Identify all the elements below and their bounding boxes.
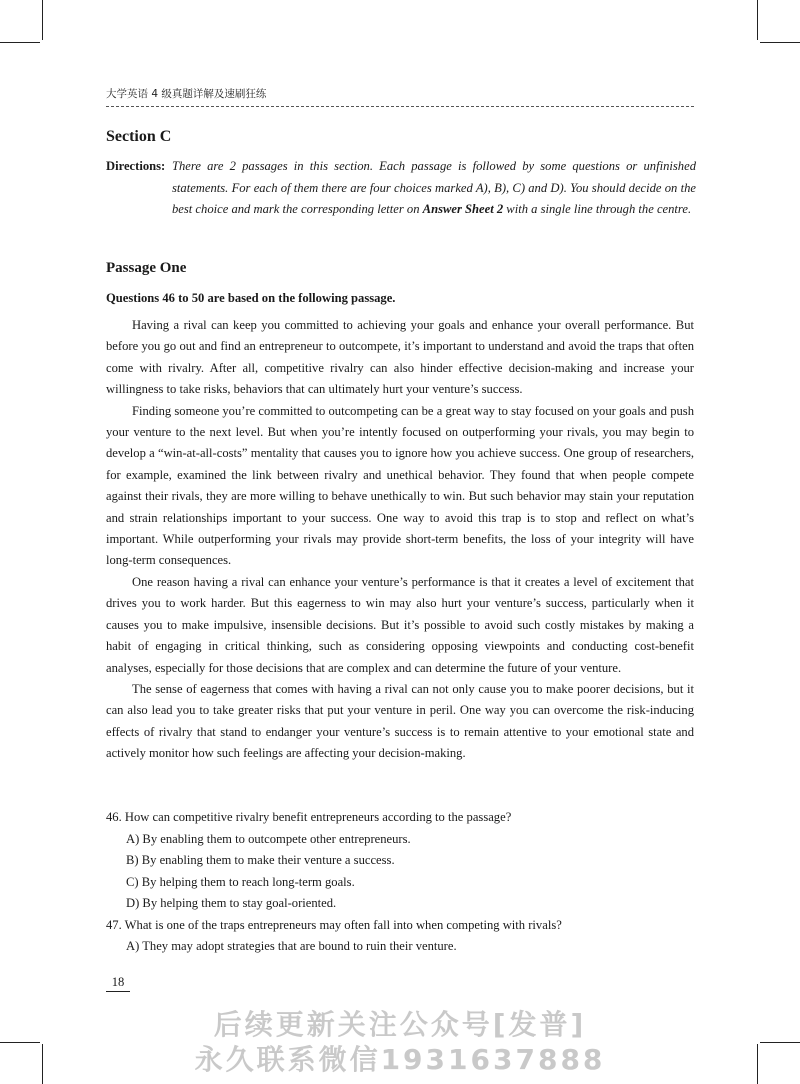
question-47-stem: 47. What is one of the traps entrepreneurs may often fall into when competing with rivals? xyxy=(106,917,562,932)
passage-paragraph-3: One reason having a rival can enhance your venture’s performance is that it creates a level of excitement that drives you to work harder. But this eagerness to win may also hurt your venture’s success, particularly when it causes you to make impulsive, insensible decisions. But it’s possible to avoid such costly mistakes by making a habit of engaging in critical thinking, such as considering opposing viewpoints and conducting cost-benefit analyses, especially for those decisions that are complex and can determine the future of your venture. xyxy=(106,574,694,675)
crop-mark-top-right-h xyxy=(760,42,800,43)
crop-mark-top-left-v xyxy=(42,0,43,40)
promo-line-1: 后续更新关注公众号[发普] xyxy=(213,1008,587,1041)
question-46-option-d: D) By helping them to stay goal-oriented. xyxy=(126,896,337,910)
page-number: 18 xyxy=(106,975,130,992)
passage-title: Passage One xyxy=(106,260,187,276)
directions-label: Directions: xyxy=(106,159,166,173)
directions-text xyxy=(172,156,696,221)
question-46-stem: 46. How can competitive rivalry benefit entrepreneurs according to the passage? xyxy=(106,810,512,824)
promo-line-2: 永久联系微信1931637888 xyxy=(194,1043,606,1076)
passage-body xyxy=(106,315,694,765)
crop-mark-top-left-h xyxy=(0,42,40,43)
crop-mark-bottom-left-v xyxy=(42,1044,43,1084)
questions-block xyxy=(106,807,694,958)
passage-paragraph-1: Having a rival can keep you committed to achieving your goals and enhance your overall performance. But before you go out and find an entrepreneur to outcompete, it’s important to understand and avoid the traps that often come with rivalry. After all, competitive rivalry can also hinder effective decision-making and increase your willingness to take risks, behaviors that can ultimately hurt your venture’s success. xyxy=(106,318,694,397)
section-title: Section C xyxy=(106,128,172,145)
header-dashed-rule xyxy=(106,106,694,107)
crop-mark-bottom-right-h xyxy=(760,1042,800,1043)
crop-mark-bottom-left-h xyxy=(0,1042,40,1043)
question-46-option-c: C) By helping them to reach long-term goals. xyxy=(126,874,355,889)
question-47-option-a: A) They may adopt strategies that are bound to ruin their venture. xyxy=(126,939,457,953)
directions-text-part2: with a single line through the centre. xyxy=(503,202,692,216)
directions-block xyxy=(106,156,696,221)
question-46-option-b: B) By enabling them to make their venture a success. xyxy=(126,853,395,867)
passage-intro: Questions 46 to 50 are based on the following passage. xyxy=(106,291,396,305)
passage-paragraph-2: Finding someone you’re committed to outcompeting can be a great way to stay focused on your goals and push your venture to the next level. But when you’re intently focused on outperforming your rivals, you may begin to develop a “win-at-all-costs” mentality that causes you to ignore how you achieve success. One group of researchers, for example, examined the link between rivalry and unethical behavior. They found that when people compete against their rivals, they are more willing to behave unethically to win. But such behavior may stain your reputation and strain relationships important to your success. One way to avoid this trap is to stop and reflect on what’s important. While outperforming your rivals may provide short-term benefits, the loss of your integrity will have long-term consequences. xyxy=(106,403,694,568)
directions-text-part1: There are 2 passages in this section. Each passage is followed by some questions or unfinished statements. For each of them there are four choices marked A), B), C) and D). You should decide on the best choice and mark the corresponding letter on xyxy=(172,159,696,216)
answer-sheet-emphasis: Answer Sheet 2 xyxy=(422,202,504,216)
crop-mark-top-right-v xyxy=(757,0,758,40)
running-header-title: 大学英语 4 级真题详解及速刷狂练 xyxy=(106,88,267,100)
crop-mark-bottom-right-v xyxy=(757,1044,758,1084)
question-46-option-a: A) By enabling them to outcompete other entrepreneurs. xyxy=(126,831,411,846)
passage-paragraph-4: The sense of eagerness that comes with having a rival can not only cause you to make poorer decisions, but it can also lead you to take greater risks that put your venture in peril. One way you can overcome the risk-inducing effects of rivalry that stand to endanger your venture’s success is to remain attentive to your emotional state and actively monitor how such feelings are affecting your decision-making. xyxy=(106,681,694,761)
